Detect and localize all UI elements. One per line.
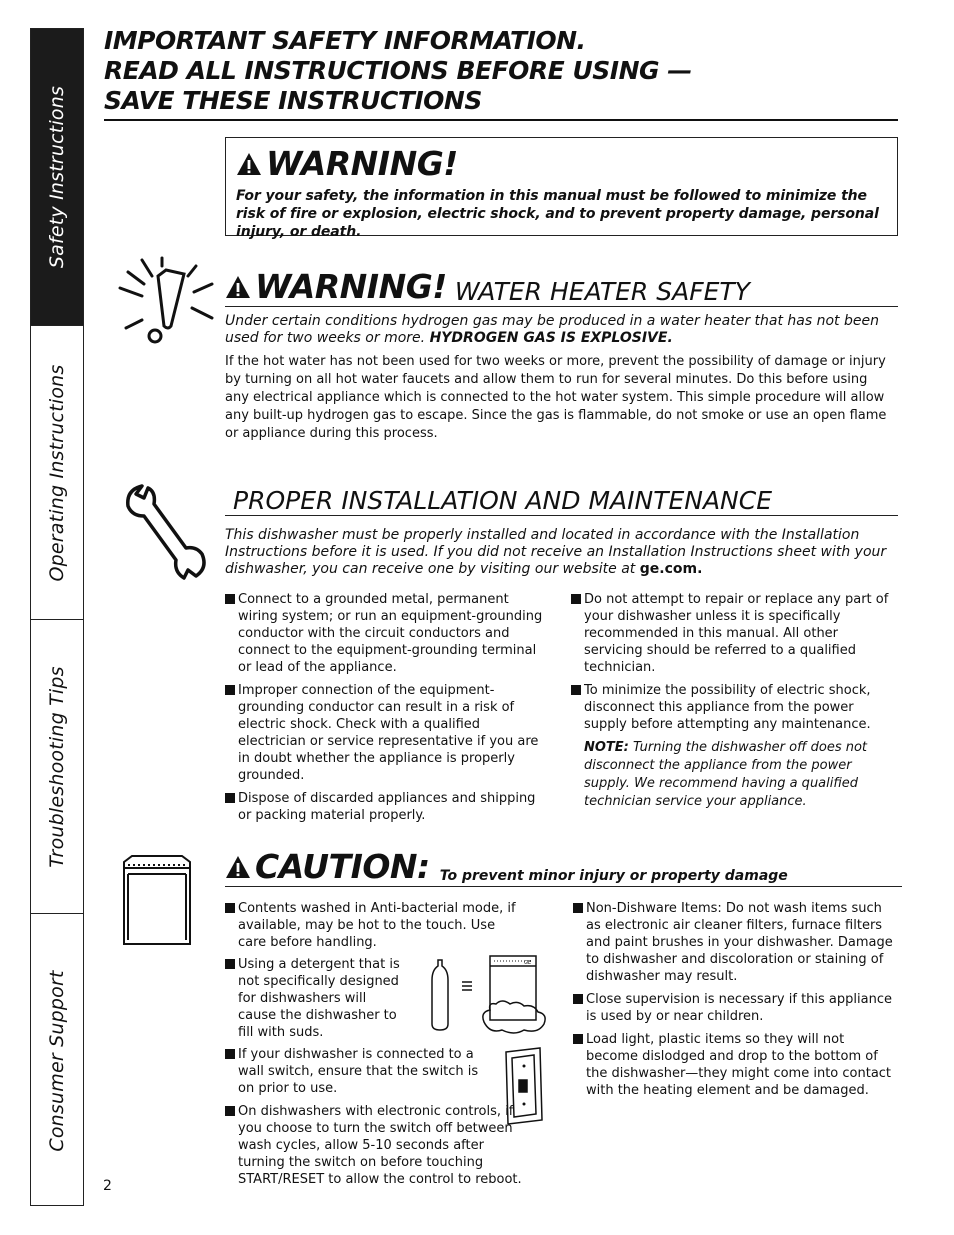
tab-label: Troubleshooting Tips bbox=[46, 665, 68, 868]
list-item-text: To minimize the possibility of electric shock, disconnect this appliance from the power supply before attempting any maintenance. bbox=[584, 683, 871, 732]
note-text: Turning the dishwasher off does not disconnect the appliance from the power supply. We recommend having a qualified technician service your appliance. bbox=[584, 740, 868, 809]
bullet-icon bbox=[225, 594, 235, 604]
list-item bbox=[573, 1031, 893, 1099]
list-item bbox=[573, 991, 893, 1025]
warning-triangle-icon bbox=[225, 274, 251, 300]
caution-right-list bbox=[573, 900, 893, 1105]
tab-safety-instructions[interactable] bbox=[31, 29, 83, 325]
title-line: SAVE THESE INSTRUCTIONS bbox=[104, 86, 482, 115]
bullet-icon bbox=[225, 959, 235, 969]
list-item-text: Improper connection of the equipment-grounding conductor can result in a risk of electric shock. Check with a qualified electrician or service representative if you are in doubt whether the appliance is properly grounded. bbox=[238, 683, 539, 783]
installation-heading bbox=[225, 486, 898, 516]
list-item-text: Dispose of discarded appliances and shipping or packing material properly. bbox=[238, 791, 536, 823]
warning-text: For your safety, the information in this manual must be followed to minimize the risk of fire or explosion, electric shock, and to prevent property damage, personal injury, or death. bbox=[236, 188, 879, 240]
bullet-icon bbox=[225, 1049, 235, 1059]
bullet-icon bbox=[225, 793, 235, 803]
caution-left-item-2 bbox=[225, 956, 407, 1047]
list-item-text: Load light, plastic items so they will not become dislodged and drop to the bottom of the dishwasher—they might come into contact with the heating element and be damaged. bbox=[586, 1032, 892, 1098]
bullet-icon bbox=[225, 1106, 235, 1116]
water-heater-subtitle: WATER HEATER SAFETY bbox=[454, 277, 750, 306]
caution-left-item-3 bbox=[225, 1046, 487, 1103]
intro-emphasis: HYDROGEN GAS IS EXPLOSIVE. bbox=[429, 330, 673, 346]
list-item-text: Contents washed in Anti-bacterial mode, if available, may be hot to the touch. Use care before handling. bbox=[238, 901, 516, 950]
bullet-icon bbox=[225, 903, 235, 913]
list-item-text: If your dishwasher is connected to a wall switch, ensure that the switch is on prior to use. bbox=[238, 1047, 479, 1096]
caution-subtitle: To prevent minor injury or property damage bbox=[439, 868, 788, 884]
bullet-icon bbox=[573, 994, 583, 1004]
water-heater-heading bbox=[225, 268, 898, 307]
exclamation-alert-icon bbox=[114, 256, 220, 348]
caution-heading bbox=[225, 848, 902, 887]
warning-box bbox=[225, 137, 898, 240]
warning-triangle-icon bbox=[236, 151, 262, 177]
tab-consumer-support[interactable] bbox=[31, 913, 83, 1207]
water-heater-warning-title: WARNING! bbox=[255, 267, 447, 306]
bullet-icon bbox=[225, 685, 235, 695]
bullet-icon bbox=[571, 594, 581, 604]
list-item bbox=[573, 900, 893, 985]
list-item bbox=[225, 1046, 487, 1097]
list-item bbox=[225, 900, 525, 951]
page-number: 2 bbox=[103, 1178, 112, 1194]
installation-title: PROPER INSTALLATION AND MAINTENANCE bbox=[233, 486, 773, 515]
bullet-icon bbox=[571, 685, 581, 695]
illustration-ge-label: GE bbox=[524, 960, 532, 966]
detergent-suds-illustration bbox=[424, 952, 554, 1036]
list-item bbox=[225, 790, 551, 824]
list-item-text: Connect to a grounded metal, permanent wiring system; or run an equipment-grounding conductor with the circuit conductors and connect to the equipment-grounding terminal or lead of the appliance. bbox=[238, 592, 543, 675]
installation-right-list bbox=[571, 591, 889, 811]
water-heater-body: If the hot water has not been used for two weeks or more, prevent the possibility of damage or injury by turning on all hot water faucets and allow them to run for several minutes. Do this before using any electrical appliance which is connected to the hot water system. This simple procedure will allow any built-up hydrogen gas to escape. Since the gas is flammable, do not smoke or use an open flame or appliance during this process. bbox=[225, 354, 887, 441]
title-line: IMPORTANT SAFETY INFORMATION. bbox=[104, 26, 586, 55]
list-item-text: Close supervision is necessary if this appliance is used by or near children. bbox=[586, 992, 892, 1024]
title-line: READ ALL INSTRUCTIONS BEFORE USING — bbox=[104, 56, 692, 85]
bullet-icon bbox=[573, 903, 583, 913]
list-item bbox=[225, 682, 551, 784]
list-item bbox=[571, 591, 889, 676]
note-label: NOTE: bbox=[584, 740, 629, 755]
installation-intro bbox=[225, 527, 895, 578]
warning-heading bbox=[236, 144, 887, 184]
wall-switch-icon bbox=[502, 1046, 546, 1126]
list-item-text: Do not attempt to repair or replace any part of your dishwasher unless it is specifically recommended in this manual. All other servicing should be referred to a qualified technician. bbox=[584, 592, 889, 675]
installation-note bbox=[584, 739, 889, 811]
tab-operating-instructions[interactable] bbox=[31, 325, 83, 619]
page-title bbox=[104, 26, 898, 121]
tab-troubleshooting-tips[interactable] bbox=[31, 619, 83, 913]
list-item-text: Non-Dishware Items: Do not wash items such as electronic air cleaner filters, furnace filters and paint brushes in your dishwasher. Damage to dishwasher and discoloration or staining of dishwasher may result. bbox=[586, 901, 893, 984]
caution-left-item-1 bbox=[225, 900, 525, 957]
intro-text: This dishwasher must be properly installed and located in accordance with the Installation Instructions before it is used. If you did not receive an Installation Instructions sheet with your dishwasher, you can receive one by visiting our website at bbox=[225, 527, 887, 577]
water-heater-intro bbox=[225, 313, 895, 347]
caution-left-item-4 bbox=[225, 1103, 525, 1194]
bullet-icon bbox=[573, 1034, 583, 1044]
caution-label bbox=[225, 848, 430, 886]
intro-text: Under certain conditions hydrogen gas may be produced in a water heater that has not been used for two weeks or more. bbox=[225, 313, 879, 346]
tab-label: Operating Instructions bbox=[46, 363, 68, 582]
installation-left-list bbox=[225, 591, 551, 830]
warning-triangle-icon bbox=[225, 854, 251, 880]
caution-title: CAUTION: bbox=[255, 847, 430, 886]
list-item bbox=[571, 682, 889, 733]
tab-label: Consumer Support bbox=[46, 969, 68, 1152]
warning-title: WARNING! bbox=[266, 144, 458, 183]
list-item bbox=[225, 956, 407, 1041]
list-item-text: On dishwashers with electronic controls, if you choose to turn the switch off between wash cycles, allow 5-10 seconds after turning the switch on before touching START/RESET to allow the control to reboot. bbox=[238, 1104, 522, 1187]
water-heater-warning bbox=[225, 268, 447, 306]
tab-label: Safety Instructions bbox=[46, 85, 68, 269]
list-item bbox=[225, 1103, 525, 1188]
list-item-text: Using a detergent that is not specifically designed for dishwashers will cause the dishwasher to fill with suds. bbox=[238, 957, 400, 1040]
section-tabs bbox=[30, 28, 84, 1206]
dishwasher-icon bbox=[118, 854, 196, 946]
list-item bbox=[225, 591, 551, 676]
website-link[interactable]: ge.com. bbox=[639, 561, 703, 577]
wrench-icon bbox=[118, 480, 214, 584]
